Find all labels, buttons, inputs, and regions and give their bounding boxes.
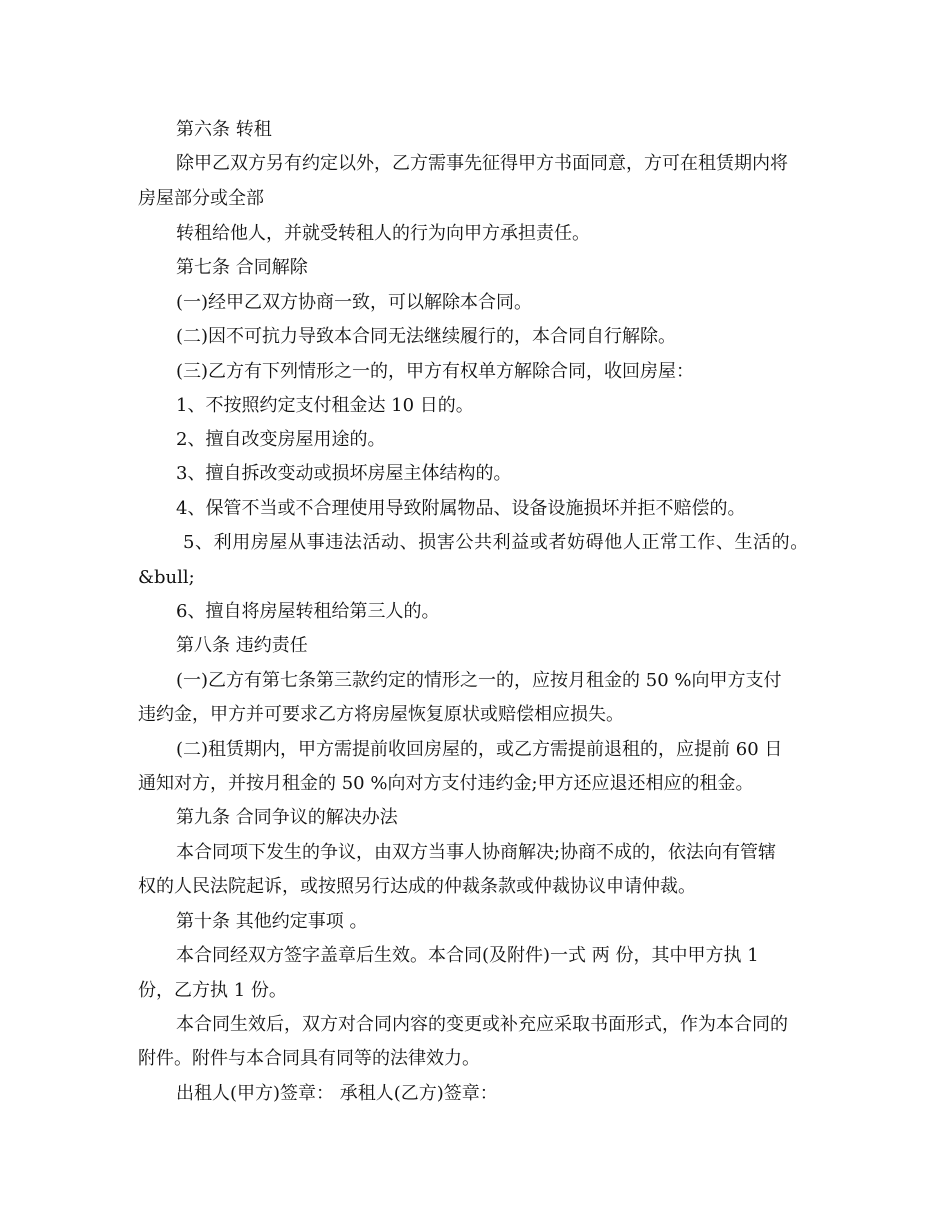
article-7-item-2: 2、擅自改变房屋用途的。 (176, 429, 386, 450)
article-7-item-3: 3、擅自拆改变动或损坏房屋主体结构的。 (176, 463, 512, 484)
article-9-text-line-1: 本合同项下发生的争议，由双方当事人协商解决;协商不成的，依法向有管辖 (176, 842, 777, 863)
article-6-text-line-2: 房屋部分或全部 (138, 188, 264, 209)
article-9-heading: 第九条 合同争议的解决办法 (176, 807, 398, 828)
article-10-text-2-line-2: 附件。附件与本合同具有同等的法律效力。 (138, 1048, 480, 1069)
article-7-item-5: 5、利用房屋从事违法活动、损害公共利益或者妨碍他人正常工作、生活的。 (183, 532, 809, 553)
article-10-heading: 第十条 其他约定事项 。 (176, 911, 368, 932)
article-7-clause-3: (三)乙方有下列情形之一的，甲方有权单方解除合同，收回房屋： (176, 361, 695, 382)
article-8-clause-2-line-2: 通知对方，并按月租金的 50 %向对方支付违约金;甲方还应退还相应的租金。 (138, 773, 754, 794)
signature-line: 出租人(甲方)签章： 承租人(乙方)签章： (176, 1083, 498, 1104)
article-6-text-line-1: 除甲乙双方另有约定以外，乙方需事先征得甲方书面同意，方可在租赁期内将 (176, 153, 788, 174)
article-8-clause-1-line-1: (一)乙方有第七条第三款约定的情形之一的，应按月租金的 50 %向甲方支付 (176, 670, 782, 691)
stray-entity-text: &bull; (138, 567, 195, 588)
article-6-heading: 第六条 转租 (176, 119, 272, 140)
article-7-item-4: 4、保管不当或不合理使用导致附属物品、设备设施损坏并拒不赔偿的。 (176, 498, 746, 519)
article-10-text-1-line-2: 份，乙方执 1 份。 (138, 980, 287, 1001)
article-8-heading: 第八条 违约责任 (176, 635, 308, 656)
article-10-text-2-line-1: 本合同生效后，双方对合同内容的变更或补充应采取书面形式，作为本合同的 (176, 1014, 788, 1035)
article-7-item-6: 6、擅自将房屋转租给第三人的。 (176, 601, 440, 622)
article-8-clause-1-line-2: 违约金，甲方并可要求乙方将房屋恢复原状或赔偿相应损失。 (138, 704, 624, 725)
article-9-text-line-2: 权的人民法院起诉，或按照另行达成的仲裁条款或仲裁协议申请仲裁。 (138, 876, 696, 897)
article-10-text-1-line-1: 本合同经双方签字盖章后生效。本合同(及附件)一式 两 份，其中甲方执 1 (176, 945, 759, 966)
article-8-clause-2-line-1: (二)租赁期内，甲方需提前收回房屋的，或乙方需提前退租的，应提前 60 日 (176, 739, 783, 760)
article-7-clause-2: (二)因不可抗力导致本合同无法继续履行的，本合同自行解除。 (176, 326, 677, 347)
article-6-text-line-3: 转租给他人，并就受转租人的行为向甲方承担责任。 (176, 223, 590, 244)
article-7-heading: 第七条 合同解除 (176, 257, 308, 278)
article-7-item-1: 1、不按照约定支付租金达 10 日的。 (176, 395, 474, 416)
article-7-clause-1: (一)经甲乙双方协商一致，可以解除本合同。 (176, 292, 533, 313)
